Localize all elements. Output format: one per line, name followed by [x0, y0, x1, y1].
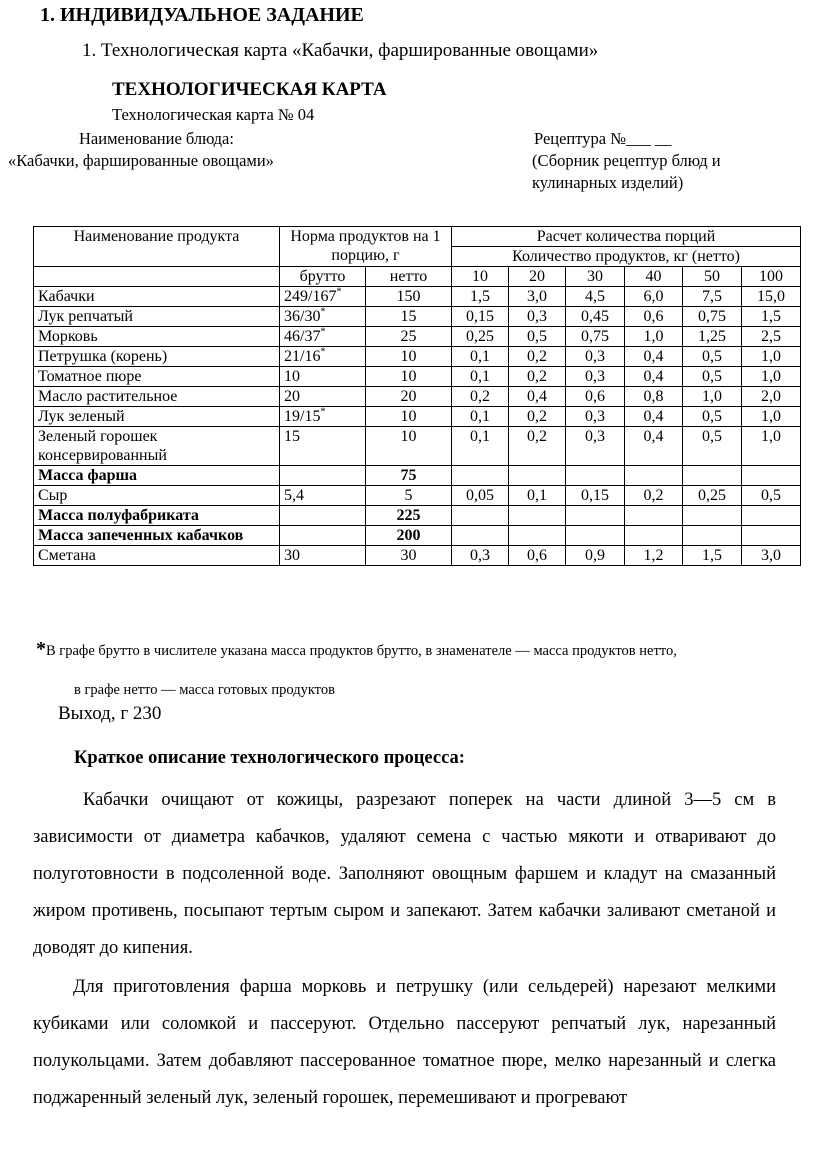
brutto-cell	[280, 327, 366, 347]
sub-heading: 1. Технологическая карта «Кабачки, фаршированные овощами»	[82, 40, 599, 61]
portion-value: 0,4	[625, 367, 683, 387]
header-portion: 20	[509, 267, 566, 287]
portion-value: 0,5	[683, 407, 742, 427]
portion-value: 1,0	[683, 387, 742, 407]
header-calc: Расчет количества порций	[452, 227, 801, 247]
netto-value: 10	[366, 427, 452, 466]
portion-value: 0,3	[566, 427, 625, 466]
portion-value	[452, 506, 509, 526]
portion-value: 0,5	[509, 327, 566, 347]
netto-value: 75	[366, 466, 452, 486]
brutto-value: 249/167	[284, 288, 337, 305]
brutto-cell	[280, 466, 366, 486]
product-name: Лук репчатый	[34, 307, 280, 327]
brutto-cell	[280, 407, 366, 427]
brutto-cell	[280, 287, 366, 307]
portion-value: 0,25	[683, 486, 742, 506]
netto-value: 5	[366, 486, 452, 506]
source-line-1: (Сборник рецептур блюд и	[532, 151, 721, 170]
netto-value: 10	[366, 367, 452, 387]
portion-value: 15,0	[742, 287, 801, 307]
portion-value: 1,5	[742, 307, 801, 327]
portion-value	[452, 526, 509, 546]
portion-value: 0,2	[509, 347, 566, 367]
portion-value: 0,8	[625, 387, 683, 407]
footnote-1	[36, 638, 791, 661]
output-yield: Выход, г 230	[58, 703, 162, 724]
footnote-marker: *	[320, 406, 326, 418]
portion-value: 0,3	[566, 347, 625, 367]
portion-value: 0,4	[625, 427, 683, 466]
portion-value: 0,3	[509, 307, 566, 327]
portion-value	[509, 506, 566, 526]
portion-value: 0,15	[566, 486, 625, 506]
portion-value: 0,2	[452, 387, 509, 407]
header-portion: 100	[742, 267, 801, 287]
portion-value	[742, 506, 801, 526]
portion-value: 0,5	[683, 427, 742, 466]
brutto-value: 15	[284, 428, 300, 445]
portion-value	[509, 466, 566, 486]
brutto-cell	[280, 307, 366, 327]
header-portion: 10	[452, 267, 509, 287]
brutto-value: 19/15	[284, 408, 321, 425]
source-line-2: кулинарных изделий)	[532, 173, 684, 192]
brutto-cell	[280, 486, 366, 506]
portion-value: 1,2	[625, 546, 683, 566]
portion-value	[683, 526, 742, 546]
portion-value: 0,1	[509, 486, 566, 506]
portion-value: 1,0	[742, 427, 801, 466]
product-name: Томатное пюре	[34, 367, 280, 387]
portion-value: 0,5	[683, 367, 742, 387]
portion-value	[742, 526, 801, 546]
portion-value: 0,2	[509, 427, 566, 466]
footnote-marker: *	[320, 326, 326, 338]
table-row	[34, 347, 801, 367]
portion-value: 1,0	[742, 367, 801, 387]
header-portion: 30	[566, 267, 625, 287]
portion-value: 2,5	[742, 327, 801, 347]
portion-value: 0,05	[452, 486, 509, 506]
brutto-cell	[280, 427, 366, 466]
portion-value: 0,4	[625, 347, 683, 367]
portion-value: 0,25	[452, 327, 509, 347]
table-row	[34, 407, 801, 427]
portion-value: 0,1	[452, 367, 509, 387]
portion-value: 0,45	[566, 307, 625, 327]
header-netto: нетто	[366, 267, 452, 287]
footnote-1-text: В графе брутто в числителе указана масса продуктов брутто, в знаменателе — масса продуктов нетто,	[46, 643, 677, 659]
table-row	[34, 307, 801, 327]
portion-value: 0,1	[452, 427, 509, 466]
product-name: Петрушка (корень)	[34, 347, 280, 367]
portion-value: 3,0	[509, 287, 566, 307]
portion-value: 1,0	[742, 407, 801, 427]
portion-value: 0,4	[509, 387, 566, 407]
portion-value	[683, 506, 742, 526]
header-norm: Норма продуктов на 1 порцию, г	[280, 227, 452, 267]
footnote-star: *	[36, 638, 46, 660]
portion-value: 0,2	[509, 367, 566, 387]
portion-value: 0,3	[452, 546, 509, 566]
netto-value: 25	[366, 327, 452, 347]
card-number: Технологическая карта № 04	[112, 105, 315, 124]
portion-value: 1,25	[683, 327, 742, 347]
portion-value: 0,6	[625, 307, 683, 327]
netto-value: 200	[366, 526, 452, 546]
process-paragraph-1: Кабачки очищают от кожицы, разрезают поперек на части длиной 3—5 см в зависимости от диаметра кабачков, удаляют семена с частью мякоти и отваривают до полуготовности в подсоленной воде. Заполняют овощным фаршем и кладут на смазанный жиром противень, посыпают тертым сыром и запекают. Затем кабачки заливают сметаной и доводят до кипения.	[33, 790, 776, 958]
netto-value: 225	[366, 506, 452, 526]
portion-value: 0,3	[566, 367, 625, 387]
product-name: Лук зеленый	[34, 407, 280, 427]
footnote-2: в графе нетто — масса готовых продуктов	[74, 682, 335, 698]
brutto-value: 36/30	[284, 308, 321, 325]
table-row	[34, 387, 801, 407]
portion-value: 0,1	[452, 407, 509, 427]
portion-value: 1,5	[452, 287, 509, 307]
header-empty	[34, 267, 280, 287]
card-title: ТЕХНОЛОГИЧЕСКАЯ КАРТА	[112, 79, 387, 100]
product-name: Масса фарша	[34, 466, 280, 486]
header-portion: 40	[625, 267, 683, 287]
product-name: Масса запеченных кабачков	[34, 526, 280, 546]
brutto-value: 30	[284, 547, 300, 564]
table-row	[34, 526, 801, 546]
portion-value	[742, 466, 801, 486]
dish-name: «Кабачки, фаршированные овощами»	[8, 151, 274, 170]
product-name: Масло растительное	[34, 387, 280, 407]
tech-card-table	[33, 226, 801, 566]
product-name: Масса полуфабриката	[34, 506, 280, 526]
portion-value: 0,6	[509, 546, 566, 566]
recipe-label: Рецептура №___ __	[534, 129, 672, 148]
brutto-cell	[280, 506, 366, 526]
portion-value: 0,2	[509, 407, 566, 427]
brutto-value: 5,4	[284, 487, 304, 504]
process-heading: Краткое описание технологического процесса:	[74, 748, 465, 768]
brutto-cell	[280, 546, 366, 566]
product-name: Кабачки	[34, 287, 280, 307]
header-qty: Количество продуктов, кг (нетто)	[452, 247, 801, 267]
portion-value: 0,15	[452, 307, 509, 327]
portion-value: 0,75	[566, 327, 625, 347]
table-row	[34, 546, 801, 566]
table-row	[34, 466, 801, 486]
portion-value	[683, 466, 742, 486]
netto-value: 10	[366, 407, 452, 427]
portion-value: 0,2	[625, 486, 683, 506]
portion-value: 1,0	[742, 347, 801, 367]
table-row	[34, 327, 801, 347]
header-product: Наименование продукта	[34, 227, 280, 267]
portion-value: 0,3	[566, 407, 625, 427]
header-brutto: брутто	[280, 267, 366, 287]
portion-value	[625, 506, 683, 526]
brutto-value: 46/37	[284, 328, 321, 345]
product-name: Сыр	[34, 486, 280, 506]
footnote-marker: *	[320, 306, 326, 318]
portion-value: 0,6	[566, 387, 625, 407]
brutto-cell	[280, 347, 366, 367]
main-heading: 1. ИНДИВИДУАЛЬНОЕ ЗАДАНИЕ	[40, 4, 364, 26]
table-row	[34, 427, 801, 466]
portion-value: 0,5	[742, 486, 801, 506]
brutto-value: 21/16	[284, 348, 321, 365]
portion-value: 1,5	[683, 546, 742, 566]
table-row	[34, 506, 801, 526]
table-row	[34, 367, 801, 387]
portion-value	[509, 526, 566, 546]
portion-value	[625, 466, 683, 486]
product-name: Сметана	[34, 546, 280, 566]
portion-value: 0,75	[683, 307, 742, 327]
portion-value: 6,0	[625, 287, 683, 307]
netto-value: 15	[366, 307, 452, 327]
portion-value	[566, 506, 625, 526]
portion-value: 7,5	[683, 287, 742, 307]
portion-value: 0,4	[625, 407, 683, 427]
process-paragraph-2: Для приготовления фарша морковь и петрушку (или сельдерей) нарезают мелкими кубиками или соломкой и пассеруют. Отдельно пассеруют репчатый лук, нарезанный полукольцами. Затем добавляют пассерованное томатное пюре, мелко нарезанный и слегка поджаренный зеленый лук, зеленый горошек, перемешивают и прогревают	[33, 977, 776, 1108]
portion-value	[625, 526, 683, 546]
netto-value: 150	[366, 287, 452, 307]
product-name: Зеленый горошек консервированный	[34, 427, 280, 466]
footnote-marker: *	[320, 346, 326, 358]
portion-value: 1,0	[625, 327, 683, 347]
brutto-cell	[280, 387, 366, 407]
portion-value: 4,5	[566, 287, 625, 307]
portion-value: 0,1	[452, 347, 509, 367]
brutto-value: 10	[284, 368, 300, 385]
table-row	[34, 486, 801, 506]
netto-value: 30	[366, 546, 452, 566]
portion-value: 0,9	[566, 546, 625, 566]
brutto-value: 20	[284, 388, 300, 405]
netto-value: 10	[366, 347, 452, 367]
portion-value	[566, 466, 625, 486]
portion-value	[566, 526, 625, 546]
portion-value: 3,0	[742, 546, 801, 566]
portion-value	[452, 466, 509, 486]
brutto-cell	[280, 367, 366, 387]
product-name: Морковь	[34, 327, 280, 347]
brutto-cell	[280, 526, 366, 546]
footnote-marker: *	[336, 286, 342, 298]
netto-value: 20	[366, 387, 452, 407]
dish-label: Наименование блюда:	[79, 129, 234, 148]
portion-value: 2,0	[742, 387, 801, 407]
portion-value: 0,5	[683, 347, 742, 367]
table-row	[34, 287, 801, 307]
header-portion: 50	[683, 267, 742, 287]
